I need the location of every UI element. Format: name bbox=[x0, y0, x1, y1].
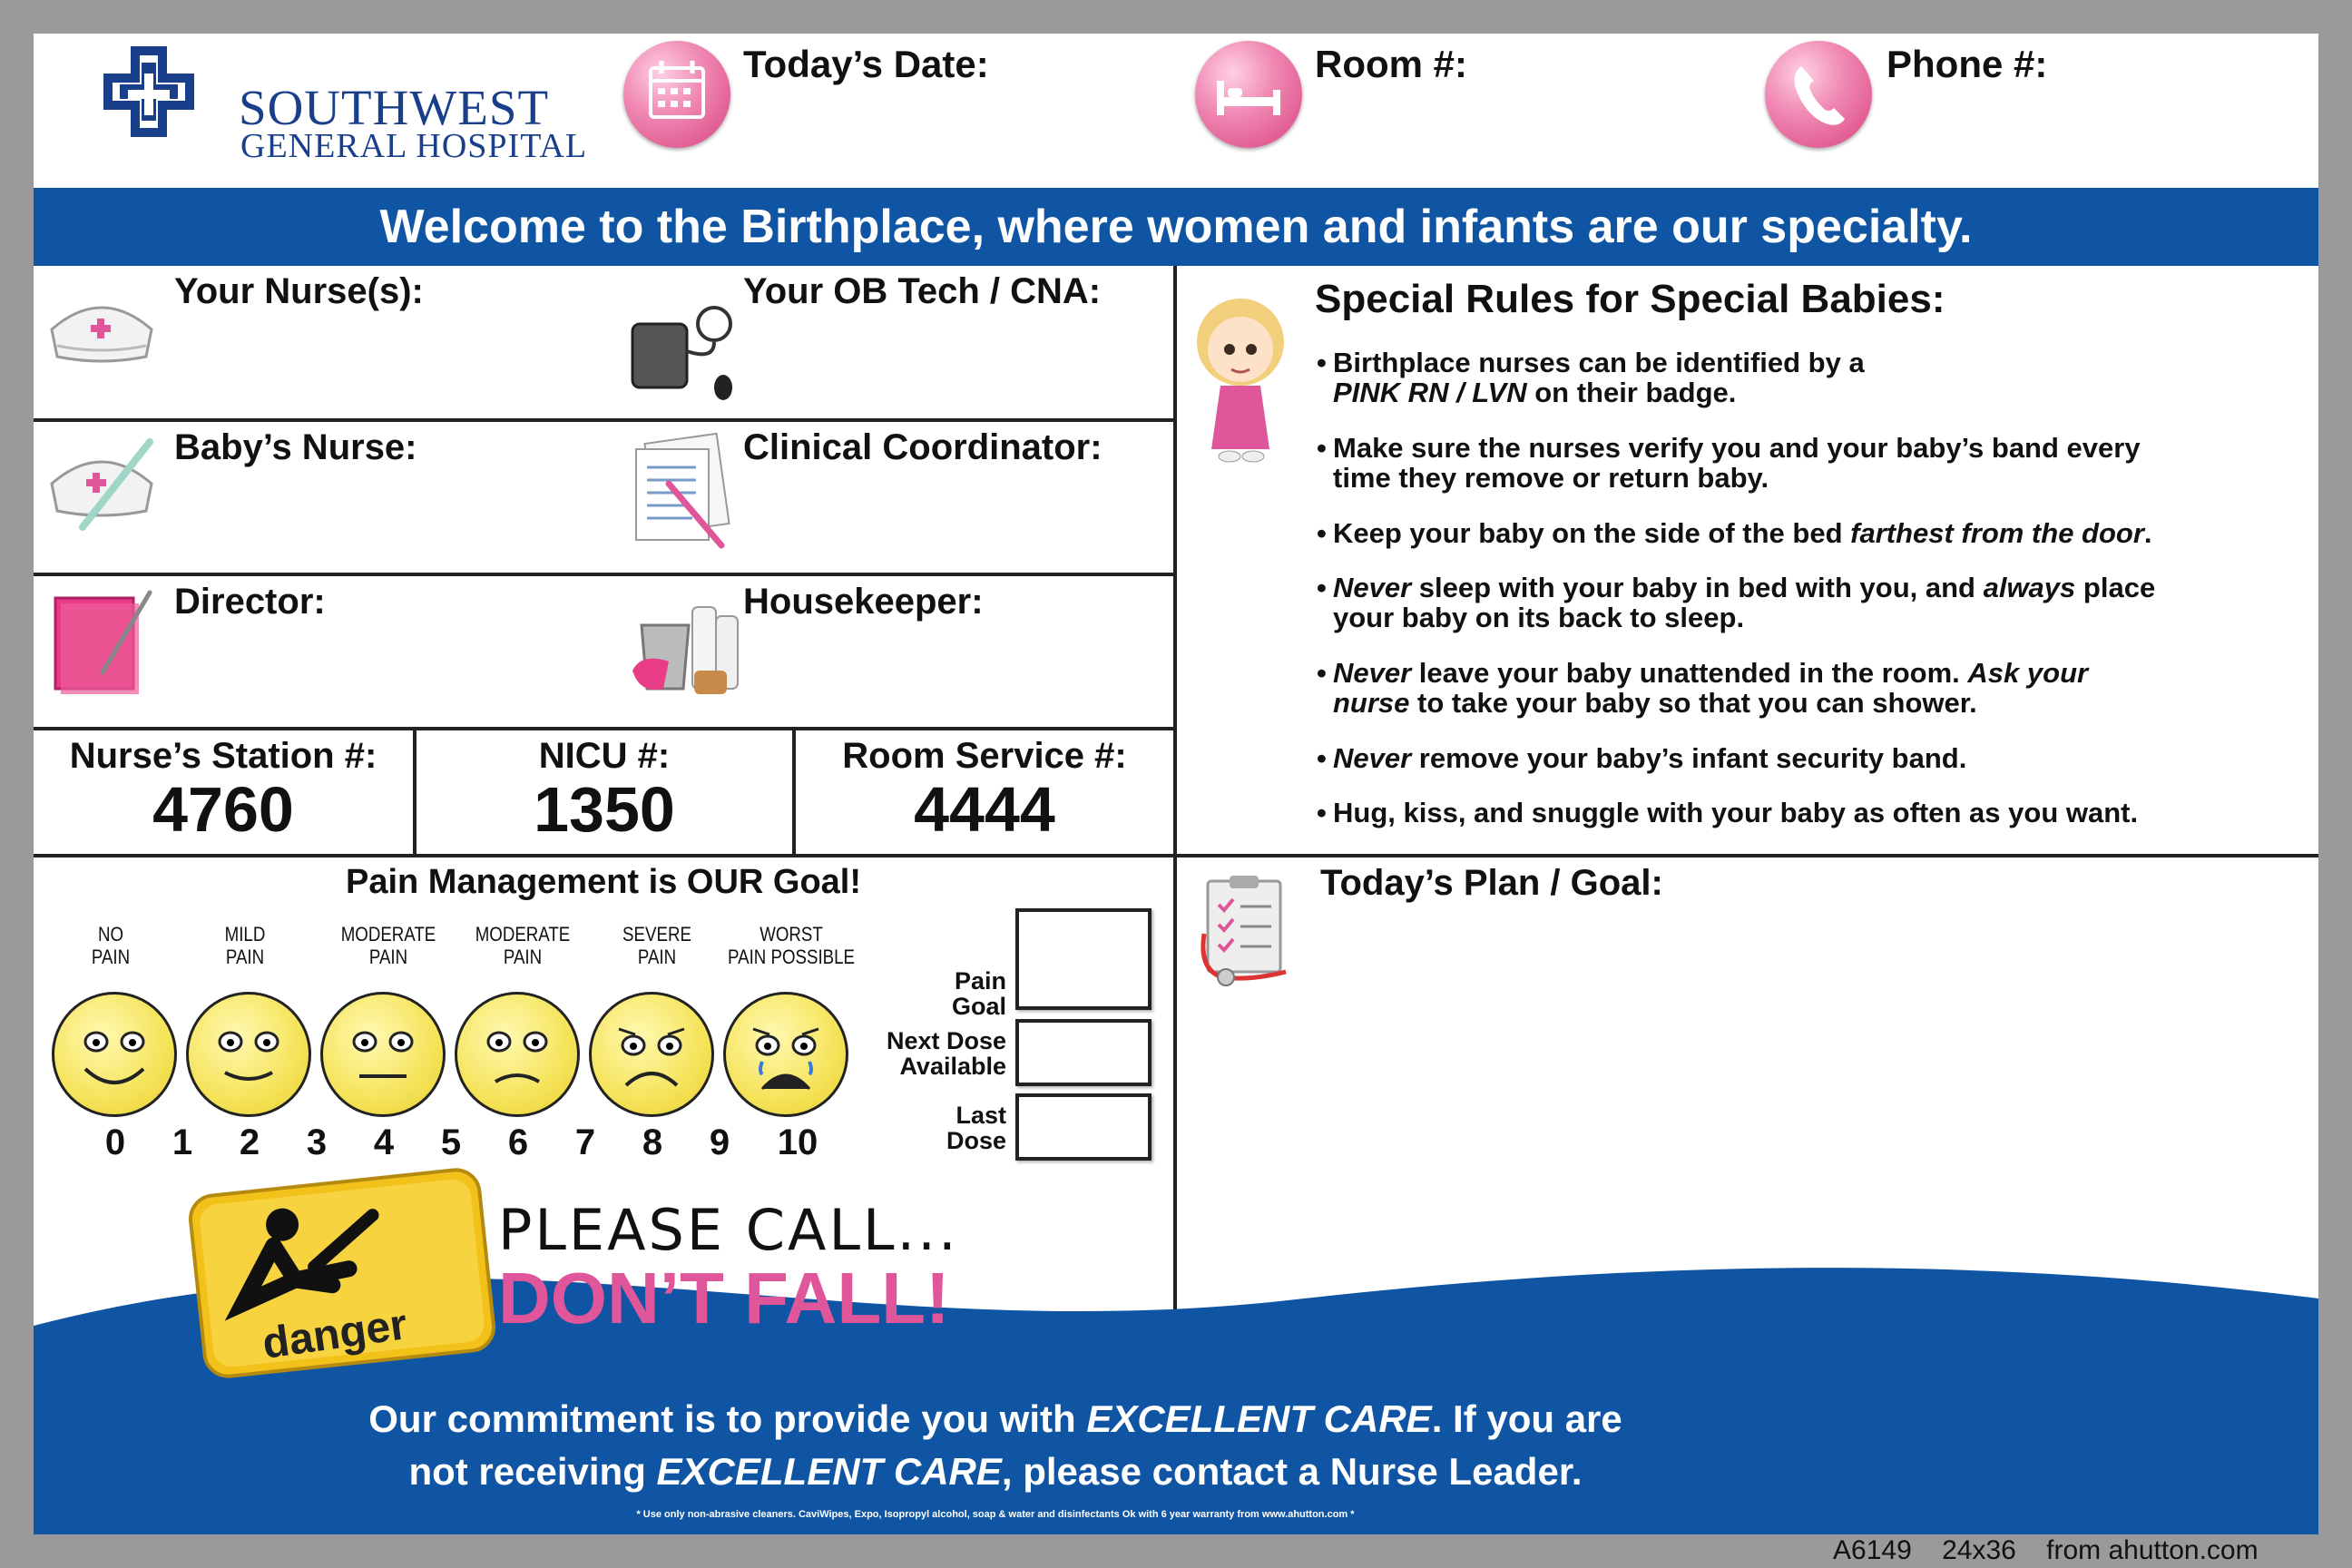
next-dose-box[interactable] bbox=[1015, 1019, 1152, 1086]
pink-folder-icon bbox=[48, 582, 157, 700]
scale-number: 3 bbox=[306, 1122, 328, 1162]
room-service-label: Room Service #: bbox=[842, 736, 1127, 776]
special-rules-title: Special Rules for Special Babies: bbox=[1315, 277, 1945, 321]
face-moderate-pain-2-icon bbox=[455, 992, 580, 1117]
pain-title: Pain Management is OUR Goal! bbox=[346, 863, 861, 901]
nicu-label: NICU #: bbox=[538, 736, 671, 776]
blood-pressure-icon bbox=[623, 288, 741, 406]
next-dose-label: Next Dose Available bbox=[886, 1027, 1006, 1080]
room-number-label: Room #: bbox=[1315, 43, 1467, 85]
clinical-coordinator-label: Clinical Coordinator: bbox=[743, 427, 1102, 467]
face-severe-pain-icon bbox=[589, 992, 714, 1117]
nurse-station-number: 4760 bbox=[152, 774, 294, 845]
nurse-cap-thermometer-icon bbox=[43, 427, 161, 536]
todays-date-label: Today’s Date: bbox=[743, 43, 989, 85]
ob-tech-label: Your OB Tech / CNA: bbox=[743, 271, 1102, 311]
last-dose-box[interactable] bbox=[1015, 1093, 1152, 1161]
cleaning-supplies-icon bbox=[622, 580, 749, 707]
cross-logo-icon bbox=[99, 46, 199, 164]
room-service-cell bbox=[796, 730, 1173, 854]
danger-sign bbox=[179, 1164, 505, 1382]
rule-item: • Never sleep with your baby in bed with you, and always place your baby on its back to sleep. bbox=[1317, 572, 2156, 633]
staff-divider-1 bbox=[34, 418, 1175, 422]
phone-number-label: Phone #: bbox=[1886, 43, 2048, 85]
face-label: MODERATE PAIN bbox=[340, 923, 436, 968]
rule-item: • Never leave your baby unattended in the room. Ask your nurse to take your baby so that you can shower. bbox=[1317, 657, 2089, 719]
face-label: MODERATE PAIN bbox=[475, 923, 571, 968]
face-label: SEVERE PAIN bbox=[622, 923, 691, 968]
whiteboard bbox=[34, 34, 2318, 1534]
pain-goal-box[interactable] bbox=[1015, 908, 1152, 1010]
director-label: Director: bbox=[174, 582, 326, 622]
scale-number: 0 bbox=[104, 1122, 126, 1162]
cartoon-baby-icon bbox=[1184, 279, 1302, 469]
staff-divider-2 bbox=[34, 573, 1175, 576]
face-label: WORST PAIN POSSIBLE bbox=[728, 923, 855, 968]
housekeeper-label: Housekeeper: bbox=[743, 582, 984, 622]
rule-item: • Never remove your baby’s infant security band. bbox=[1317, 742, 1967, 774]
nurse-station-label: Nurse’s Station #: bbox=[69, 736, 377, 776]
face-moderate-pain-icon bbox=[320, 992, 446, 1117]
danger-sign-word: danger bbox=[260, 1300, 410, 1368]
face-label: NO PAIN bbox=[91, 923, 131, 968]
last-dose-label: Last Dose bbox=[946, 1102, 1006, 1154]
todays-plan-label: Today’s Plan / Goal: bbox=[1320, 863, 1663, 903]
scale-number: 6 bbox=[507, 1122, 529, 1162]
scale-number: 8 bbox=[642, 1122, 663, 1162]
phone-icon bbox=[1765, 41, 1872, 148]
scale-number: 5 bbox=[440, 1122, 462, 1162]
scale-number: 7 bbox=[574, 1122, 596, 1162]
center-divider bbox=[1173, 266, 1177, 1337]
babys-nurse-label: Baby’s Nurse: bbox=[174, 427, 417, 467]
room-service-number: 4444 bbox=[914, 774, 1055, 845]
scale-number: 4 bbox=[373, 1122, 395, 1162]
hospital-name-line1: SOUTHWEST bbox=[239, 80, 550, 135]
clipboard-chart-icon bbox=[623, 429, 741, 556]
rule-item: • Birthplace nurses can be identified by a PINK RN / LVN on their badge. bbox=[1317, 347, 1865, 408]
cleaning-fine-print: * Use only non-abrasive cleaners. CaviWipes, Expo, Isopropyl alcohol, soap & water and disinfectants Ok with 6 year warranty from www.ahutton.com * bbox=[636, 1509, 1355, 1520]
clipboard-stethoscope-icon bbox=[1195, 870, 1304, 988]
scale-number: 9 bbox=[709, 1122, 730, 1162]
hospital-logo bbox=[99, 46, 607, 173]
commitment-message: Our commitment is to provide you with EXCELLENT CARE. If you are not receiving EXCELLENT CARE, please contact a Nurse Leader. bbox=[368, 1397, 1622, 1493]
nicu-cell bbox=[416, 730, 792, 854]
scale-number: 1 bbox=[172, 1122, 193, 1162]
product-note: A6149 24x36 from ahutton.com bbox=[1833, 1535, 2259, 1565]
calendar-icon bbox=[623, 41, 730, 148]
numbers-divider bbox=[34, 854, 2318, 858]
face-label: MILD PAIN bbox=[224, 923, 266, 968]
rule-item: • Keep your baby on the side of the bed farthest from the door. bbox=[1317, 517, 2152, 549]
scale-number: 10 bbox=[777, 1122, 818, 1162]
bed-icon bbox=[1195, 41, 1302, 148]
pain-goal-label: Pain Goal bbox=[951, 967, 1006, 1020]
face-no-pain-icon bbox=[52, 992, 177, 1117]
nurse-cap-icon bbox=[43, 273, 161, 373]
your-nurse-label: Your Nurse(s): bbox=[174, 271, 424, 311]
dont-fall-text: DON’T FALL! bbox=[498, 1258, 950, 1338]
please-call-text: PLEASE CALL... bbox=[498, 1197, 959, 1263]
rule-item: • Hug, kiss, and snuggle with your baby as often as you want. bbox=[1317, 797, 2139, 828]
face-mild-pain-icon bbox=[186, 992, 311, 1117]
nicu-number: 1350 bbox=[534, 774, 675, 845]
hospital-name-line2: GENERAL HOSPITAL bbox=[240, 127, 588, 165]
scale-number: 2 bbox=[239, 1122, 260, 1162]
rule-item: • Make sure the nurses verify you and your baby’s band every time they remove or return baby. bbox=[1317, 432, 2141, 494]
welcome-banner: Welcome to the Birthplace, where women and infants are our specialty. bbox=[34, 188, 2318, 266]
face-worst-pain-icon bbox=[723, 992, 848, 1117]
nurse-station-cell bbox=[34, 730, 413, 854]
